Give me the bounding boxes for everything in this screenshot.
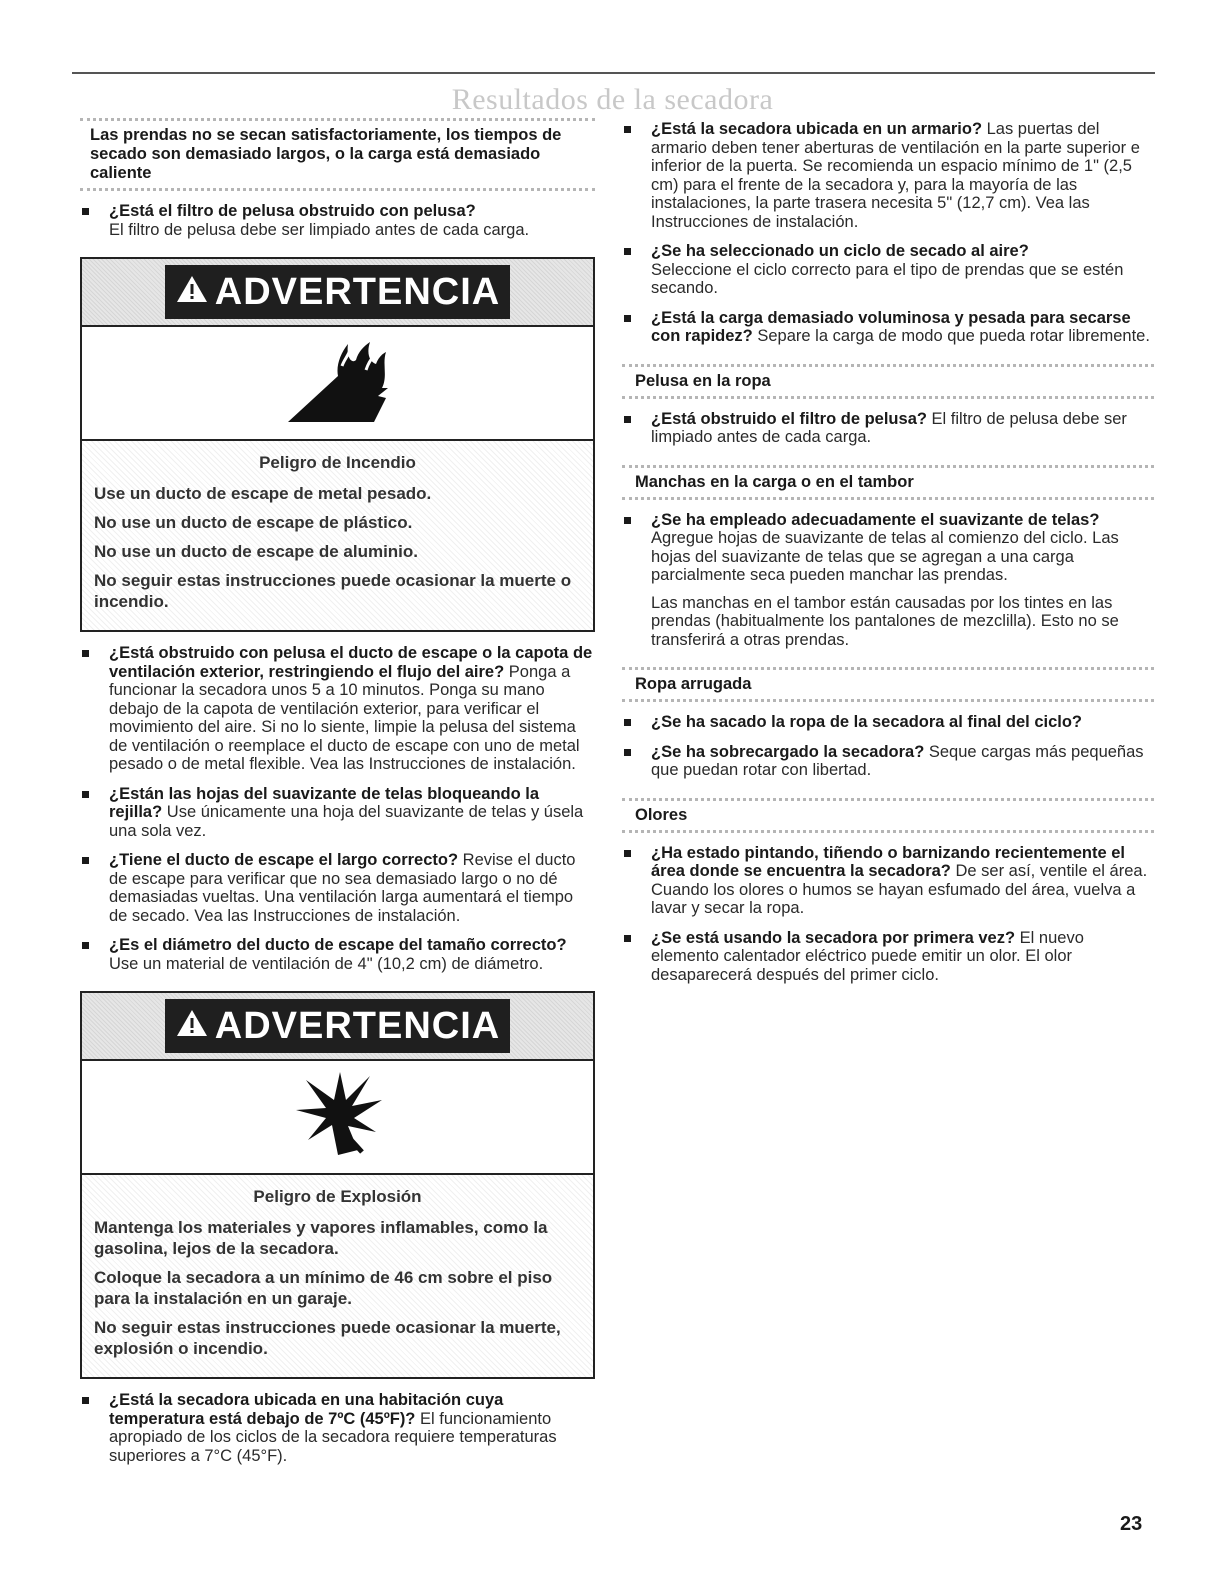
bullet-icon (624, 416, 631, 423)
warning-subtitle: Peligro de Incendio (259, 453, 416, 472)
list-item (80, 851, 595, 925)
warning-header (82, 259, 593, 327)
section-heading-lint: Pelusa en la ropa (622, 364, 1154, 399)
warning-triangle-icon (175, 269, 209, 315)
list-item (622, 120, 1154, 231)
paragraph (622, 594, 1154, 650)
warning-line: No use un ducto de escape de aluminio. (94, 542, 419, 561)
warning-subtitle: Peligro de Explosión (253, 1187, 422, 1206)
warning-header (82, 993, 593, 1061)
bullet-icon (82, 857, 89, 864)
question: ¿Está la secadora ubicada en un armario? (651, 120, 983, 138)
section-heading-wrinkled: Ropa arrugada (622, 667, 1154, 702)
section-heading-stains: Manchas en la carga o en el tambor (622, 465, 1154, 500)
answer: El filtro de pelusa debe ser limpiado antes de cada carga. (109, 220, 530, 239)
bullet-icon (624, 126, 631, 133)
question: ¿Están las hojas del suavizante de telas bloqueando la rejilla? (109, 784, 540, 821)
list-item (622, 929, 1154, 985)
answer: El funcionamiento apropiado de los ciclos de la secadora requiere temperaturas superiores a 7°C (45°F). (109, 1409, 557, 1465)
warning-pictogram-area (82, 327, 593, 441)
bullet-icon (624, 935, 631, 942)
question: ¿Es el diámetro del ducto de escape del tamaño correcto? (109, 936, 567, 954)
paragraph-text: Las manchas en el tambor están causadas por los tintes en las prendas (habitualmente los pantalones de mezclilla). Esto no se transferirá a otras prendas. (651, 593, 1119, 649)
answer: Seleccione el ciclo correcto para el tipo de prendas que se estén secando. (651, 260, 1124, 297)
bullet-icon (82, 1397, 89, 1404)
list-item (80, 936, 595, 973)
warning-title (165, 999, 510, 1053)
bullet-icon (82, 942, 89, 949)
warning-body (82, 441, 593, 630)
question: ¿Está el filtro de pelusa obstruido con pelusa? (109, 202, 476, 220)
bullet-icon (624, 517, 631, 524)
answer: Agregue hojas de suavizante de telas al comienzo del ciclo. Las hojas del suavizante de telas que se agregan a una carga parcialmente seca pueden manchar las prendas. (651, 529, 1119, 584)
warning-line: Mantenga los materiales y vapores inflamables, como la gasolina, lejos de la secadora. (94, 1218, 548, 1258)
list-item (80, 1391, 595, 1465)
top-rule (72, 72, 1155, 74)
warning-box-fire (80, 257, 595, 632)
question: ¿Tiene el ducto de escape el largo correcto? (109, 851, 459, 869)
answer: Las puertas del armario deben tener aberturas de ventilación en la parte superior e inferior de la puerta. Se recomienda un espacio mínimo de 1" (2,5 cm) para el frente de la secadora y, para la mayoría de las instalaciones, la parte trasera necesita 5" (12,7 cm). Vea las Instrucciones de instalación. (651, 120, 1140, 231)
explosion-icon (288, 1070, 388, 1165)
question: ¿Ha estado pintando, tiñendo o barnizando recientemente el área donde se encuentra la secadora? (651, 843, 1125, 880)
warning-line: Coloque la secadora a un mínimo de 46 cm sobre el piso para la instalación en un garaje. (94, 1268, 553, 1308)
section-heading-odors: Olores (622, 798, 1154, 833)
answer: Seque cargas más pequeñas que puedan rotar con libertad. (651, 742, 1144, 779)
question: ¿Se ha seleccionado un ciclo de secado al aire? (651, 242, 1029, 260)
answer: El nuevo elemento calentador eléctrico puede emitir un olor. El olor desaparecerá después del primer ciclo. (651, 928, 1084, 984)
answer: El filtro de pelusa debe ser limpiado antes de cada carga. (651, 409, 1127, 446)
list-item (622, 743, 1154, 780)
list-item (80, 785, 595, 841)
list-item (80, 202, 595, 239)
answer: Ponga a funcionar la secadora unos 5 a 10 minutos. Ponga su mano debajo de la capota de ventilación exterior, para verificar el movimiento del aire. Si no lo siente, limpie la pelusa del sistema de ventilación o reemplace el ducto de escape con uno de metal pesado o de metal flexible. Vea las Instrucciones de instalación. (109, 662, 580, 773)
warning-title-text: ADVERTENCIA (214, 1005, 501, 1047)
warning-title-text: ADVERTENCIA (214, 271, 501, 313)
fire-icon (278, 336, 398, 431)
answer: Revise el ducto de escape para verificar que no sea demasiado largo o no dé demasiadas vueltas. Una ventilación larga aumentará el tiempo de secado. Vea las Instrucciones de instalación. (109, 851, 576, 925)
list-item (622, 844, 1154, 918)
bullet-icon (82, 208, 89, 215)
bullet-icon (624, 315, 631, 322)
warning-line: No seguir estas instrucciones puede ocasionar la muerte, explosión o incendio. (94, 1318, 561, 1358)
question: ¿Está obstruido con pelusa el ducto de escape o la capota de ventilación exterior, restringiendo el flujo del aire? (109, 644, 593, 681)
list-item (622, 242, 1154, 298)
warning-line: No seguir estas instrucciones puede ocasionar la muerte o incendio. (94, 571, 572, 611)
bullet-icon (624, 850, 631, 857)
list-item (622, 713, 1154, 732)
question: ¿Está obstruido el filtro de pelusa? (651, 409, 927, 428)
answer: Use un material de ventilación de 4" (10,2 cm) de diámetro. (109, 954, 544, 973)
warning-line: No use un ducto de escape de plástico. (94, 513, 413, 532)
list-item (80, 644, 595, 774)
list-item (622, 511, 1154, 585)
warning-line: Use un ducto de escape de metal pesado. (94, 484, 432, 503)
page-title: Resultados de la secadora (451, 83, 774, 116)
question: ¿Está la carga demasiado voluminosa y pesada para secarse con rapidez? (651, 308, 1131, 345)
list-item (622, 309, 1154, 346)
bullet-icon (624, 749, 631, 756)
section-heading-slow-drying: Las prendas no se secan satisfactoriamente, los tiempos de secado son demasiado largos, o la carga está demasiado caliente (80, 118, 595, 191)
question: ¿Se ha sobrecargado la secadora? (651, 742, 925, 761)
answer: De ser así, ventile el área. Cuando los olores o humos se hayan esfumado del área, vuelva a lavar y secar la ropa. (651, 862, 1148, 917)
question: ¿Se está usando la secadora por primera vez? (651, 928, 1016, 947)
question: ¿Se ha empleado adecuadamente el suavizante de telas? (651, 510, 1100, 529)
warning-body (82, 1175, 593, 1377)
left-column (80, 118, 595, 1465)
bullet-icon (624, 248, 631, 255)
answer: Use únicamente una hoja del suavizante de telas y úsela una sola vez. (109, 803, 584, 840)
warning-pictogram-area (82, 1061, 593, 1175)
page-number: 23 (1120, 1513, 1143, 1535)
answer: Separe la carga de modo que pueda rotar libremente. (757, 327, 1150, 345)
bullet-icon (624, 719, 631, 726)
right-column (622, 118, 1154, 984)
warning-triangle-icon (175, 1003, 209, 1049)
question: ¿Se ha sacado la ropa de la secadora al final del ciclo? (651, 713, 1082, 731)
warning-title (165, 265, 510, 319)
warning-box-explosion (80, 991, 595, 1379)
list-item (622, 410, 1154, 447)
bullet-icon (82, 791, 89, 798)
bullet-icon (82, 650, 89, 657)
question: ¿Está la secadora ubicada en una habitación cuya temperatura está debajo de 7ºC (45ºF)? (109, 1391, 504, 1428)
